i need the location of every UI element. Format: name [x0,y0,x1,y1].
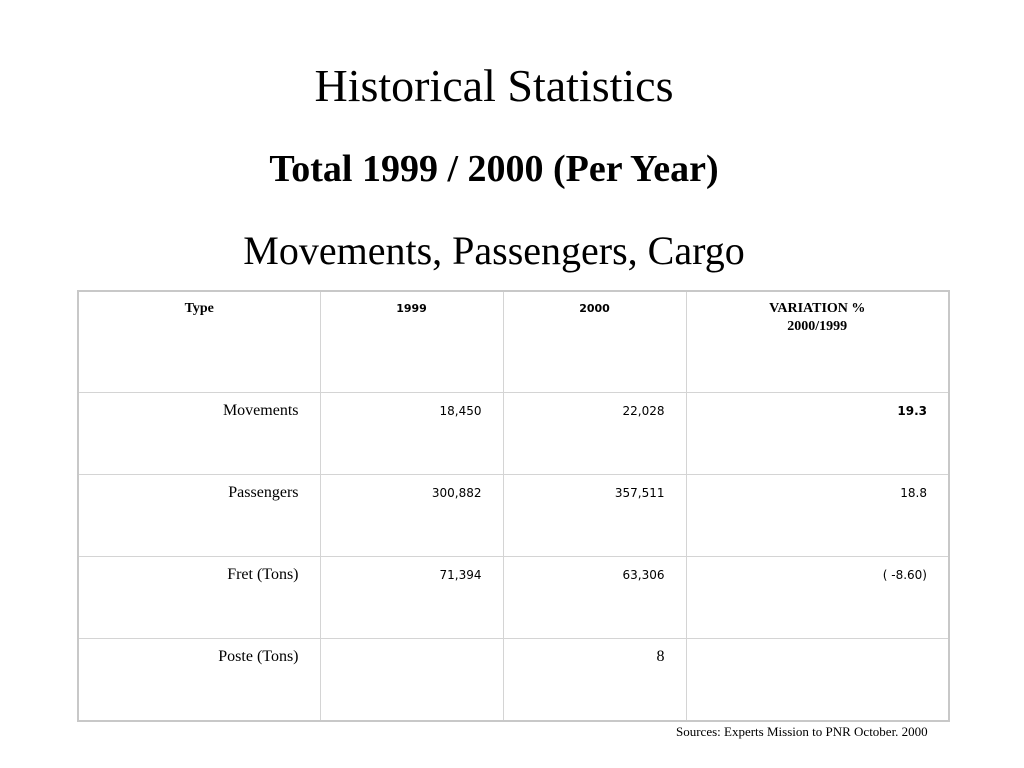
header-type: Type [78,291,320,393]
table-row-poste [78,639,949,722]
row-label: Fret (Tons) [78,557,320,639]
section-heading: Movements, Passengers, Cargo [243,228,745,273]
value-2000: 63,306 [503,557,686,639]
table-header-row [78,291,949,393]
value-1999: 300,882 [320,475,503,557]
table-row-passengers [78,475,949,557]
value-1999: 18,450 [320,393,503,475]
table-row-movements [78,393,949,475]
value-2000: 357,511 [503,475,686,557]
value-variation: 19.3 [686,393,949,475]
header-1999: 1999 [320,291,503,393]
header-2000: 2000 [503,291,686,393]
page-subtitle: Total 1999 / 2000 (Per Year) [269,148,719,190]
header-variation-line1: VARIATION % [769,301,866,316]
page-title: Historical Statistics [314,60,674,111]
value-1999: 71,394 [320,557,503,639]
value-variation: 18.8 [686,475,949,557]
value-1999 [320,639,503,722]
table-row-fret [78,557,949,639]
statistics-table [77,290,950,722]
header-variation [686,291,949,393]
header-variation-line2: 2000/1999 [787,319,848,334]
row-label: Poste (Tons) [78,639,320,722]
row-label: Movements [78,393,320,475]
value-variation: ( -8.60) [686,557,949,639]
source-note: Sources: Experts Mission to PNR October. 2000 [676,724,928,739]
row-label: Passengers [78,475,320,557]
value-2000: 8 [503,639,686,722]
value-2000: 22,028 [503,393,686,475]
value-variation [686,639,949,722]
